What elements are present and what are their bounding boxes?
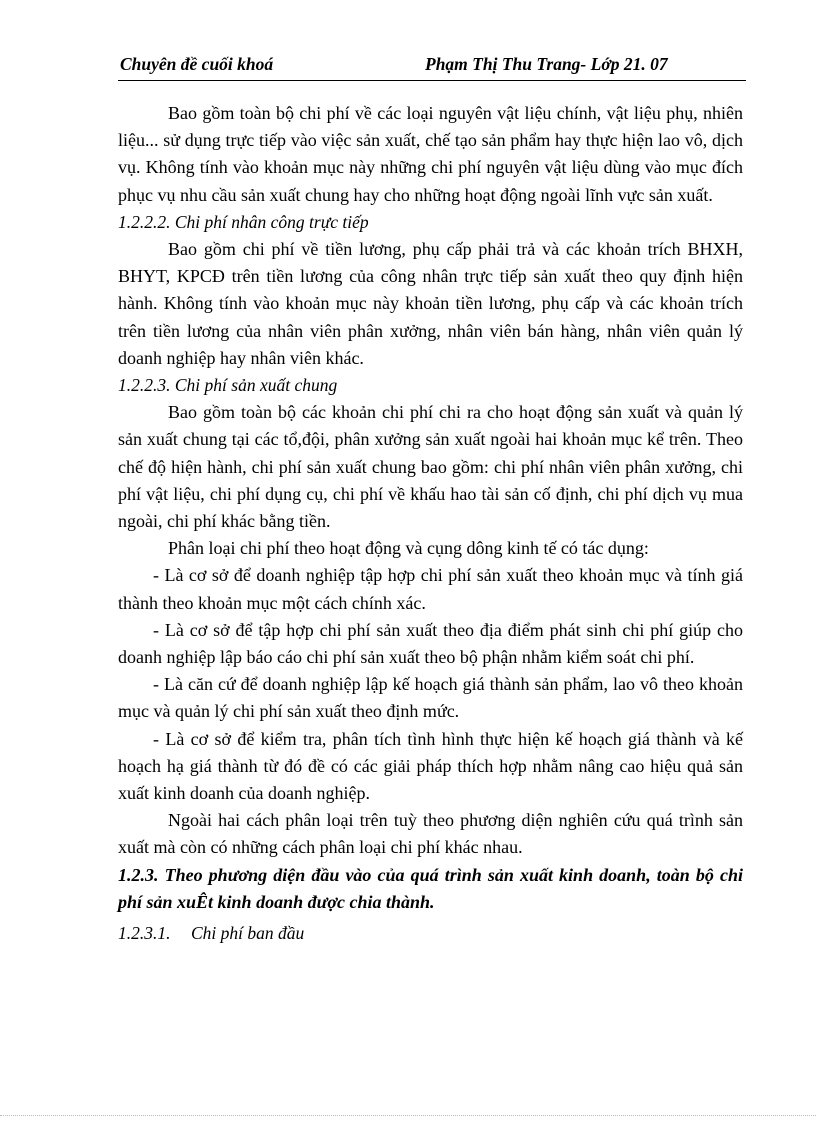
header-left-title: Chuyên đề cuối khoá xyxy=(120,54,274,74)
paragraph-5: Ngoài hai cách phân loại trên tuỳ theo phương diện nghiên cứu quá trình sản xuất mà còn có những cách phân loại chi phí khác nhau. xyxy=(118,810,743,858)
subheading-1-2-2-2: 1.2.2.2. Chi phí nhân công trực tiếp xyxy=(118,211,369,232)
subheading-number: 1.2.3.1. xyxy=(118,923,171,944)
bullet-4: - Là cơ sở để kiểm tra, phân tích tình hình thực hiện kế hoạch giá thành và kế hoạch hạ giá thành từ đó đề có các giải pháp thích hợp nhằm nâng cao hiệu quả sản xuất kinh doanh của doanh nghiệp. xyxy=(118,728,743,804)
bullet-3: - Là căn cứ để doanh nghiệp lập kế hoạch giá thành sản phẩm, lao vô theo khoản mục và quản lý chi phí sản xuất theo định mức. xyxy=(118,674,743,722)
page-footer-divider xyxy=(0,1115,816,1116)
paragraph-4: Phân loại chi phí theo hoạt động và cụng dông kinh tế có tác dụng: xyxy=(168,538,649,559)
paragraph-2: Bao gồm chi phí về tiền lương, phụ cấp phải trả và các khoản trích BHXH, BHYT, KPCĐ trên tiền lương của công nhân trực tiếp sản xuất theo quy định hiện hành. Không tính vào khoản mục này khoản tiền lương, phụ cấp và các khoản trích trên tiền lương của nhân viên phân xưởng, nhân viên bán hàng, nhân viên quản lý doanh nghiệp hay nhân viên khác. xyxy=(118,239,743,368)
document-body xyxy=(118,100,743,947)
subheading-1-2-2-3: 1.2.2.3. Chi phí sản xuất chung xyxy=(118,375,338,396)
page-header xyxy=(118,52,746,81)
subheading-text: Chi phí ban đầu xyxy=(191,923,305,944)
header-author: Phạm Thị Thu Trang- Lớp 21. 07 xyxy=(425,54,668,74)
bullet-1: - Là cơ sở để doanh nghiệp tập hợp chi phí sản xuất theo khoản mục và tính giá thành theo khoản mục một cách chính xác. xyxy=(118,565,743,613)
heading-1-2-3: 1.2.3. Theo phương diện đầu vào của quá trình sản xuất kinh doanh, toàn bộ chi phí sản xuÊt kinh doanh được chia thành. xyxy=(118,864,743,912)
subheading-1-2-3-1 xyxy=(118,920,743,947)
paragraph-3: Bao gồm toàn bộ các khoản chi phí chi ra cho hoạt động sản xuất và quản lý sản xuất chung tại các tổ,đội, phân xưởng sản xuất ngoài hai khoản mục kể trên. Theo chế độ hiện hành, chi phí sản xuất chung bao gồm: chi phí nhân viên phân xưởng, chi phí vật liệu, chi phí dụng cụ, chi phí về khấu hao tài sản cố định, chi phí dịch vụ mua ngoài, chi phí khác bằng tiền. xyxy=(118,402,743,532)
bullet-2: - Là cơ sở để tập hợp chi phí sản xuất theo địa điểm phát sinh chi phí giúp cho doanh nghiệp lập báo cáo chi phí sản xuất theo bộ phận nhằm kiểm soát chi phí. xyxy=(118,619,743,668)
paragraph-1: Bao gồm toàn bộ chi phí về các loại nguyên vật liệu chính, vật liệu phụ, nhiên liệu... sử dụng trực tiếp vào việc sản xuất, chế tạo sản phẩm hay thực hiện lao vô, dịch vụ. Không tính vào khoản mục này những chi phí nguyên vật liệu dùng vào mục đích phục vụ nhu cầu sản xuất chung hay cho những hoạt động ngoài lĩnh vực sản xuất. xyxy=(118,103,743,205)
